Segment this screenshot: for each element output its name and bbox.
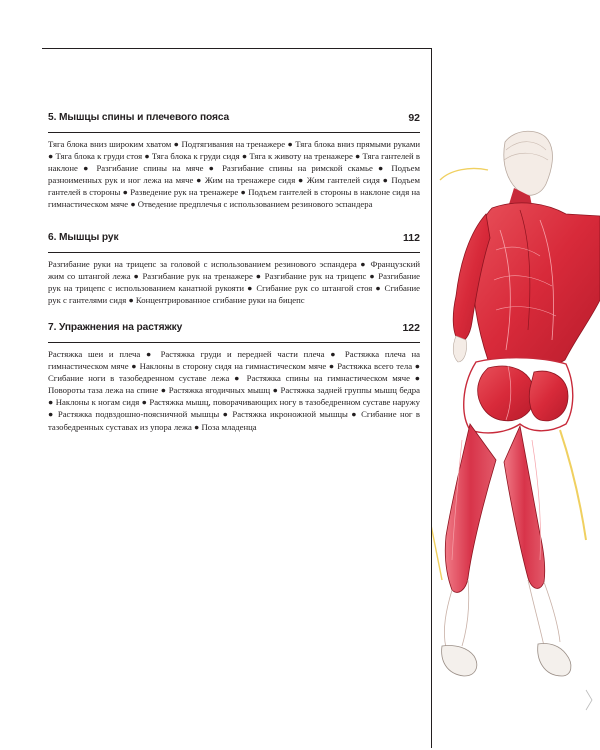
section-stretching xyxy=(48,322,420,433)
section-divider xyxy=(48,342,420,343)
section-exercise-list: Тяга блока вниз широким хватом ● Подтягивания на тренажере ● Тяга блока вниз прямыми руками ● Тяга блока к груди стоя ● Тяга блока к груди сидя ● Тяга к животу на тренажере ● Тяга гантелей в наклоне ● Разгибание спины на мяче ● Разгибание спины на римской скамье ● Подъем разноименных рук и ног лежа на мяче ● Жим на тренажере сидя ● Жим гантелей сидя ● Подъем гантелей в стороны ● Разведение рук на тренажере ● Подъем гантелей в стороны в наклоне сидя на гимнастическом мяче ● Отведение предплечья с использованием резинового эспандера xyxy=(48,139,420,210)
section-divider xyxy=(48,132,420,133)
section-title: 6. Мышцы рук xyxy=(48,232,119,243)
section-title: 7. Упражнения на растяжку xyxy=(48,322,183,333)
section-title: 5. Мышцы спины и плечевого пояса xyxy=(48,112,230,123)
section-back-shoulders xyxy=(48,112,420,211)
section-header xyxy=(48,322,420,342)
section-page-number: 92 xyxy=(408,112,420,124)
section-header xyxy=(48,112,420,132)
section-arms xyxy=(48,232,420,306)
section-header xyxy=(48,232,420,252)
section-exercise-list: Разгибание руки на трицепс за головой с использованием резинового эспандера ● Французский жим со штангой лежа ● Разгибание рук на тренажере ● Разгибание рук на трицепс ● Разгибание рук на трицепс с использованием канатной рукояти ● Сгибание рук со штангой стоя ● Сгибание рук с гантелями сидя ● Концентрированное сгибание руки на бицепс xyxy=(48,259,420,306)
section-divider xyxy=(48,252,420,253)
section-page-number: 112 xyxy=(403,232,420,244)
section-page-number: 122 xyxy=(402,322,420,334)
section-exercise-list: Растяжка шеи и плеча ● Растяжка груди и передней части плеча ● Растяжка плеча на гимнастическом мяче ● Наклоны в сторону сидя на гимнастическом мяче ● Растяжка всего тела ● Сгибание ноги в тазобедренном суставе лежа ● Растяжка спины на гимнастическом мяче ● Повороты таза лежа на спине ● Растяжка ягодичных мышц ● Растяжка задней группы мышц бедра ● Наклоны к ногам сидя ● Растяжка мышц, поворачивающих ногу в тазобедренном суставе наружу ● Растяжка подвздошно-поясничной мышцы ● Растяжка икроножной мышцы ● Сгибание ног в тазобедренных суставах из упора лежа ● Поза младенца xyxy=(48,349,420,432)
